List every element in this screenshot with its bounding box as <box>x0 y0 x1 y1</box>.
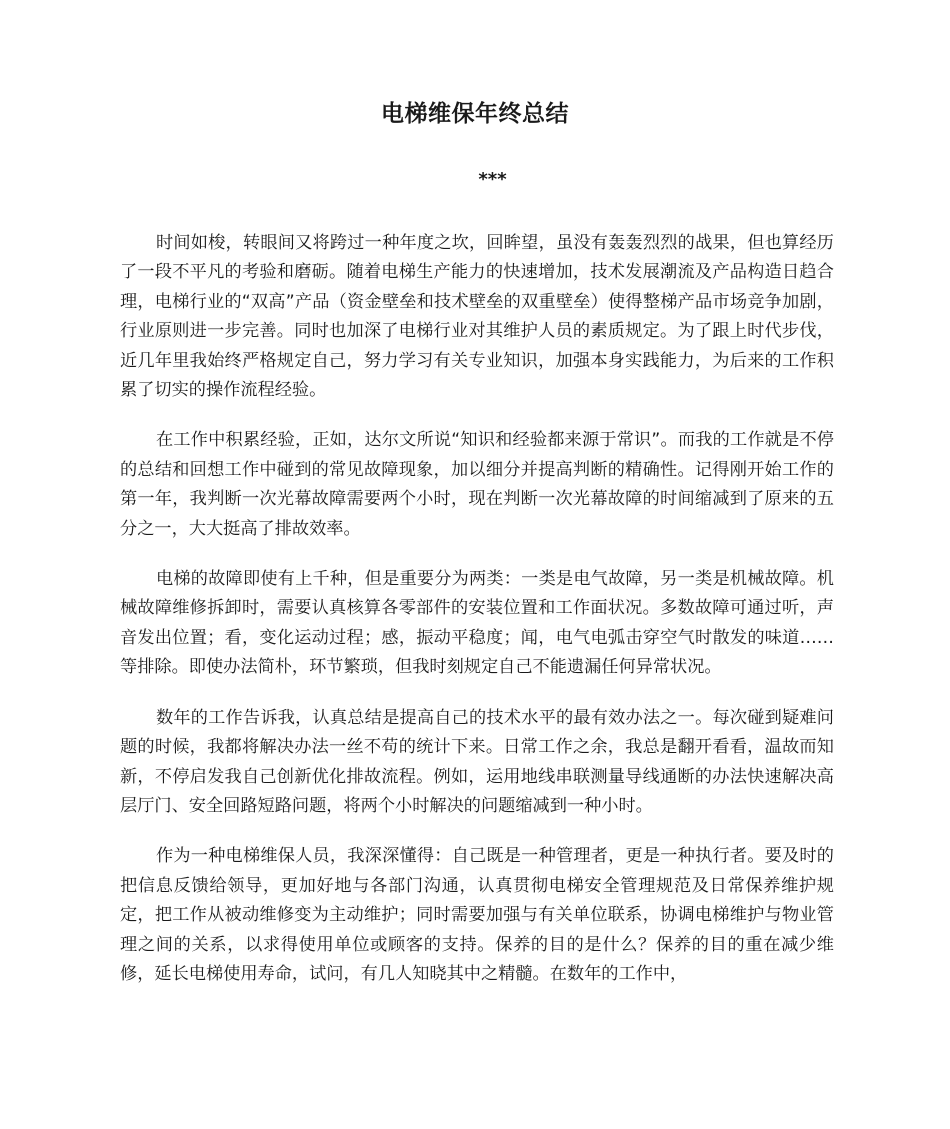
document-body <box>120 229 834 1010</box>
paragraph-role: 作为一种电梯维保人员，我深深懂得：自己既是一种管理者，更是一种执行者。要及时的把信息反馈给领导，更加好地与各部门沟通，认真贯彻电梯安全管理规范及日常保养维护规定，把工作从被动维修变为主动维护；同时需要加强与有关单位联系，协调电梯维护与物业管理之间的关系，以求得使用单位或顾客的支持。保养的目的是什么？保养的目的重在减少维修，延长电梯使用寿命，试问，有几人知晓其中之精髓。在数年的工作中， <box>120 846 834 984</box>
document-title: 电梯维保年终总结 <box>381 101 569 127</box>
paragraph-experience: 在工作中积累经验，正如，达尔文所说“知识和经验都来源于常识”。而我的工作就是不停的总结和回想工作中碰到的常见故障现象，加以细分并提高判断的精确性。记得刚开始工作的第一年，我判断一次光幕故障需要两个小时，现在判断一次光幕故障的时间缩减到了原来的五分之一，大大挺高了排故效率。 <box>120 430 834 539</box>
section-separator: *** <box>478 169 507 190</box>
paragraph-intro: 时间如梭，转眼间又将跨过一种年度之坎，回眸望，虽没有轰轰烈烈的战果，但也算经历了一段不平凡的考验和磨砺。随着电梯生产能力的快速增加，技术发展潮流及产品构造日趋合理，电梯行业的“双高”产品（资金壁垒和技术壁垒的双重壁垒）使得整梯产品市场竞争加剧，行业原则进一步完善。同时也加深了电梯行业对其维护人员的素质规定。为了跟上时代步伐，近几年里我始终严格规定自己，努力学习有关专业知识，加强本身实践能力，为后来的工作积累了切实的操作流程经验。 <box>120 233 834 401</box>
paragraph-fault-types: 电梯的故障即使有上千种，但是重要分为两类：一类是电气故障，另一类是机械故障。机械故障维修拆卸时，需要认真核算各零部件的安装位置和工作面状况。多数故障可通过听，声音发出位置；看，变化运动过程；感，振动平稳度；闻，电气电弧击穿空气时散发的味道……等排除。即使办法简朴，环节繁琐，但我时刻规定自己不能遗漏任何异常状况。 <box>120 569 834 678</box>
paragraph-summary-method: 数年的工作告诉我，认真总结是提高自己的技术水平的最有效办法之一。每次碰到疑难问题的时候，我都将解决办法一丝不苟的统计下来。日常工作之余，我总是翻开看看，温故而知新，不停启发我自己创新优化排故流程。例如，运用地线串联测量导线通断的办法快速解决高层厅门、安全回路短路问题，将两个小时解决的问题缩减到一种小时。 <box>120 707 834 816</box>
